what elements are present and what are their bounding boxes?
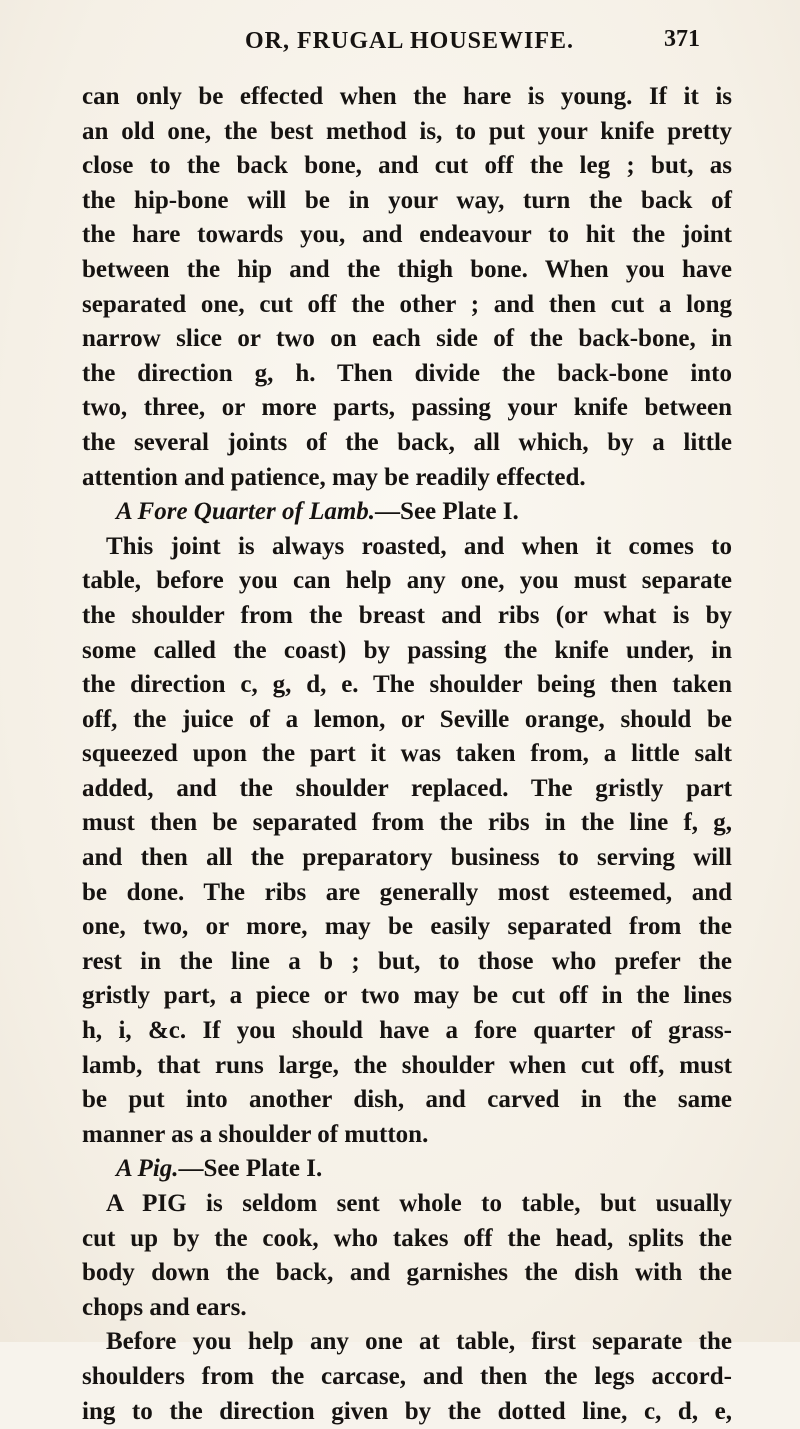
running-head <box>0 26 800 66</box>
text-line: the shoulder from the breast and ribs (or what is by <box>82 601 732 629</box>
body-text <box>82 80 732 1429</box>
text-line: can only be effected when the hare is young. If it is <box>82 83 732 110</box>
text-line: the several joints of the back, all which, by a little <box>82 428 732 456</box>
heading-plate-ref: —See Plate I. <box>375 498 519 526</box>
text-line: table, before you can help any one, you must separate <box>82 567 732 595</box>
text-line: shoulders from the carcase, and then the legs accord- <box>82 1362 732 1390</box>
text-line: the direction c, g, d, e. The shoulder being then taken <box>82 671 732 699</box>
text-line: h, i, &c. If you should have a fore quarter of grass- <box>82 1017 732 1045</box>
text-line: This joint is always roasted, and when it comes to <box>106 532 732 560</box>
running-title: OR, FRUGAL HOUSEWIFE. <box>245 28 575 54</box>
text-line: off, the juice of a lemon, or Seville orange, should be <box>82 705 732 733</box>
page-number: 371 <box>664 26 700 52</box>
paragraph-hare <box>82 80 732 495</box>
text-line: lamb, that runs large, the shoulder when cut off, must <box>82 1051 732 1079</box>
text-line: squeezed upon the part it was taken from, a little salt <box>82 740 732 768</box>
text-line: be done. The ribs are generally most esteemed, and <box>82 878 732 906</box>
heading-title: A Pig. <box>116 1155 179 1183</box>
text-line: separated one, cut off the other ; and then cut a long <box>82 290 732 318</box>
text-line: chops and ears. <box>82 1293 247 1321</box>
text-line: gristly part, a piece or two may be cut off in the lines <box>82 982 732 1010</box>
heading-plate-ref: —See Plate I. <box>178 1155 323 1183</box>
text-line: two, three, or more parts, passing your knife between <box>82 394 732 422</box>
text-line: ing to the direction given by the dotted line, c, d, e, <box>82 1397 732 1425</box>
heading-title: A Fore Quarter of Lamb. <box>116 498 376 526</box>
text-line: some called the coast) by passing the knife under, in <box>82 636 732 664</box>
text-line: must then be separated from the ribs in the line f, g, <box>82 809 732 837</box>
text-line: and then all the preparatory business to serving will <box>82 844 732 872</box>
text-line: one, two, or more, may be easily separated from the <box>82 913 732 941</box>
text-line: the hare towards you, and endeavour to hit the joint <box>82 221 732 249</box>
paragraph-lamb <box>82 530 732 1153</box>
section-heading-lamb <box>82 495 732 530</box>
text-line: be put into another dish, and carved in the same <box>82 1086 732 1114</box>
paragraph-pig-carving <box>82 1325 732 1429</box>
text-line: attention and patience, may be readily effected. <box>82 463 586 491</box>
text-line: cut up by the cook, who takes off the head, splits the <box>82 1224 732 1252</box>
text-line: A PIG is seldom sent whole to table, but usually <box>106 1190 732 1217</box>
text-line: body down the back, and garnishes the dish with the <box>82 1259 732 1287</box>
text-line: narrow slice or two on each side of the back-bone, in <box>82 325 732 353</box>
paragraph-pig <box>82 1187 732 1325</box>
text-line: rest in the line a b ; but, to those who prefer the <box>82 947 732 975</box>
text-line: between the hip and the thigh bone. When you have <box>82 255 732 283</box>
section-heading-pig <box>82 1152 732 1187</box>
text-line: close to the back bone, and cut off the leg ; but, as <box>82 152 732 180</box>
text-line: added, and the shoulder replaced. The gristly part <box>82 774 732 802</box>
text-line: manner as a shoulder of mutton. <box>82 1120 429 1148</box>
text-line: an old one, the best method is, to put your knife pretty <box>82 117 732 145</box>
text-line: Before you help any one at table, first separate the <box>106 1328 732 1356</box>
text-line: the direction g, h. Then divide the back-bone into <box>82 359 732 387</box>
text-line: the hip-bone will be in your way, turn the back of <box>82 186 732 214</box>
